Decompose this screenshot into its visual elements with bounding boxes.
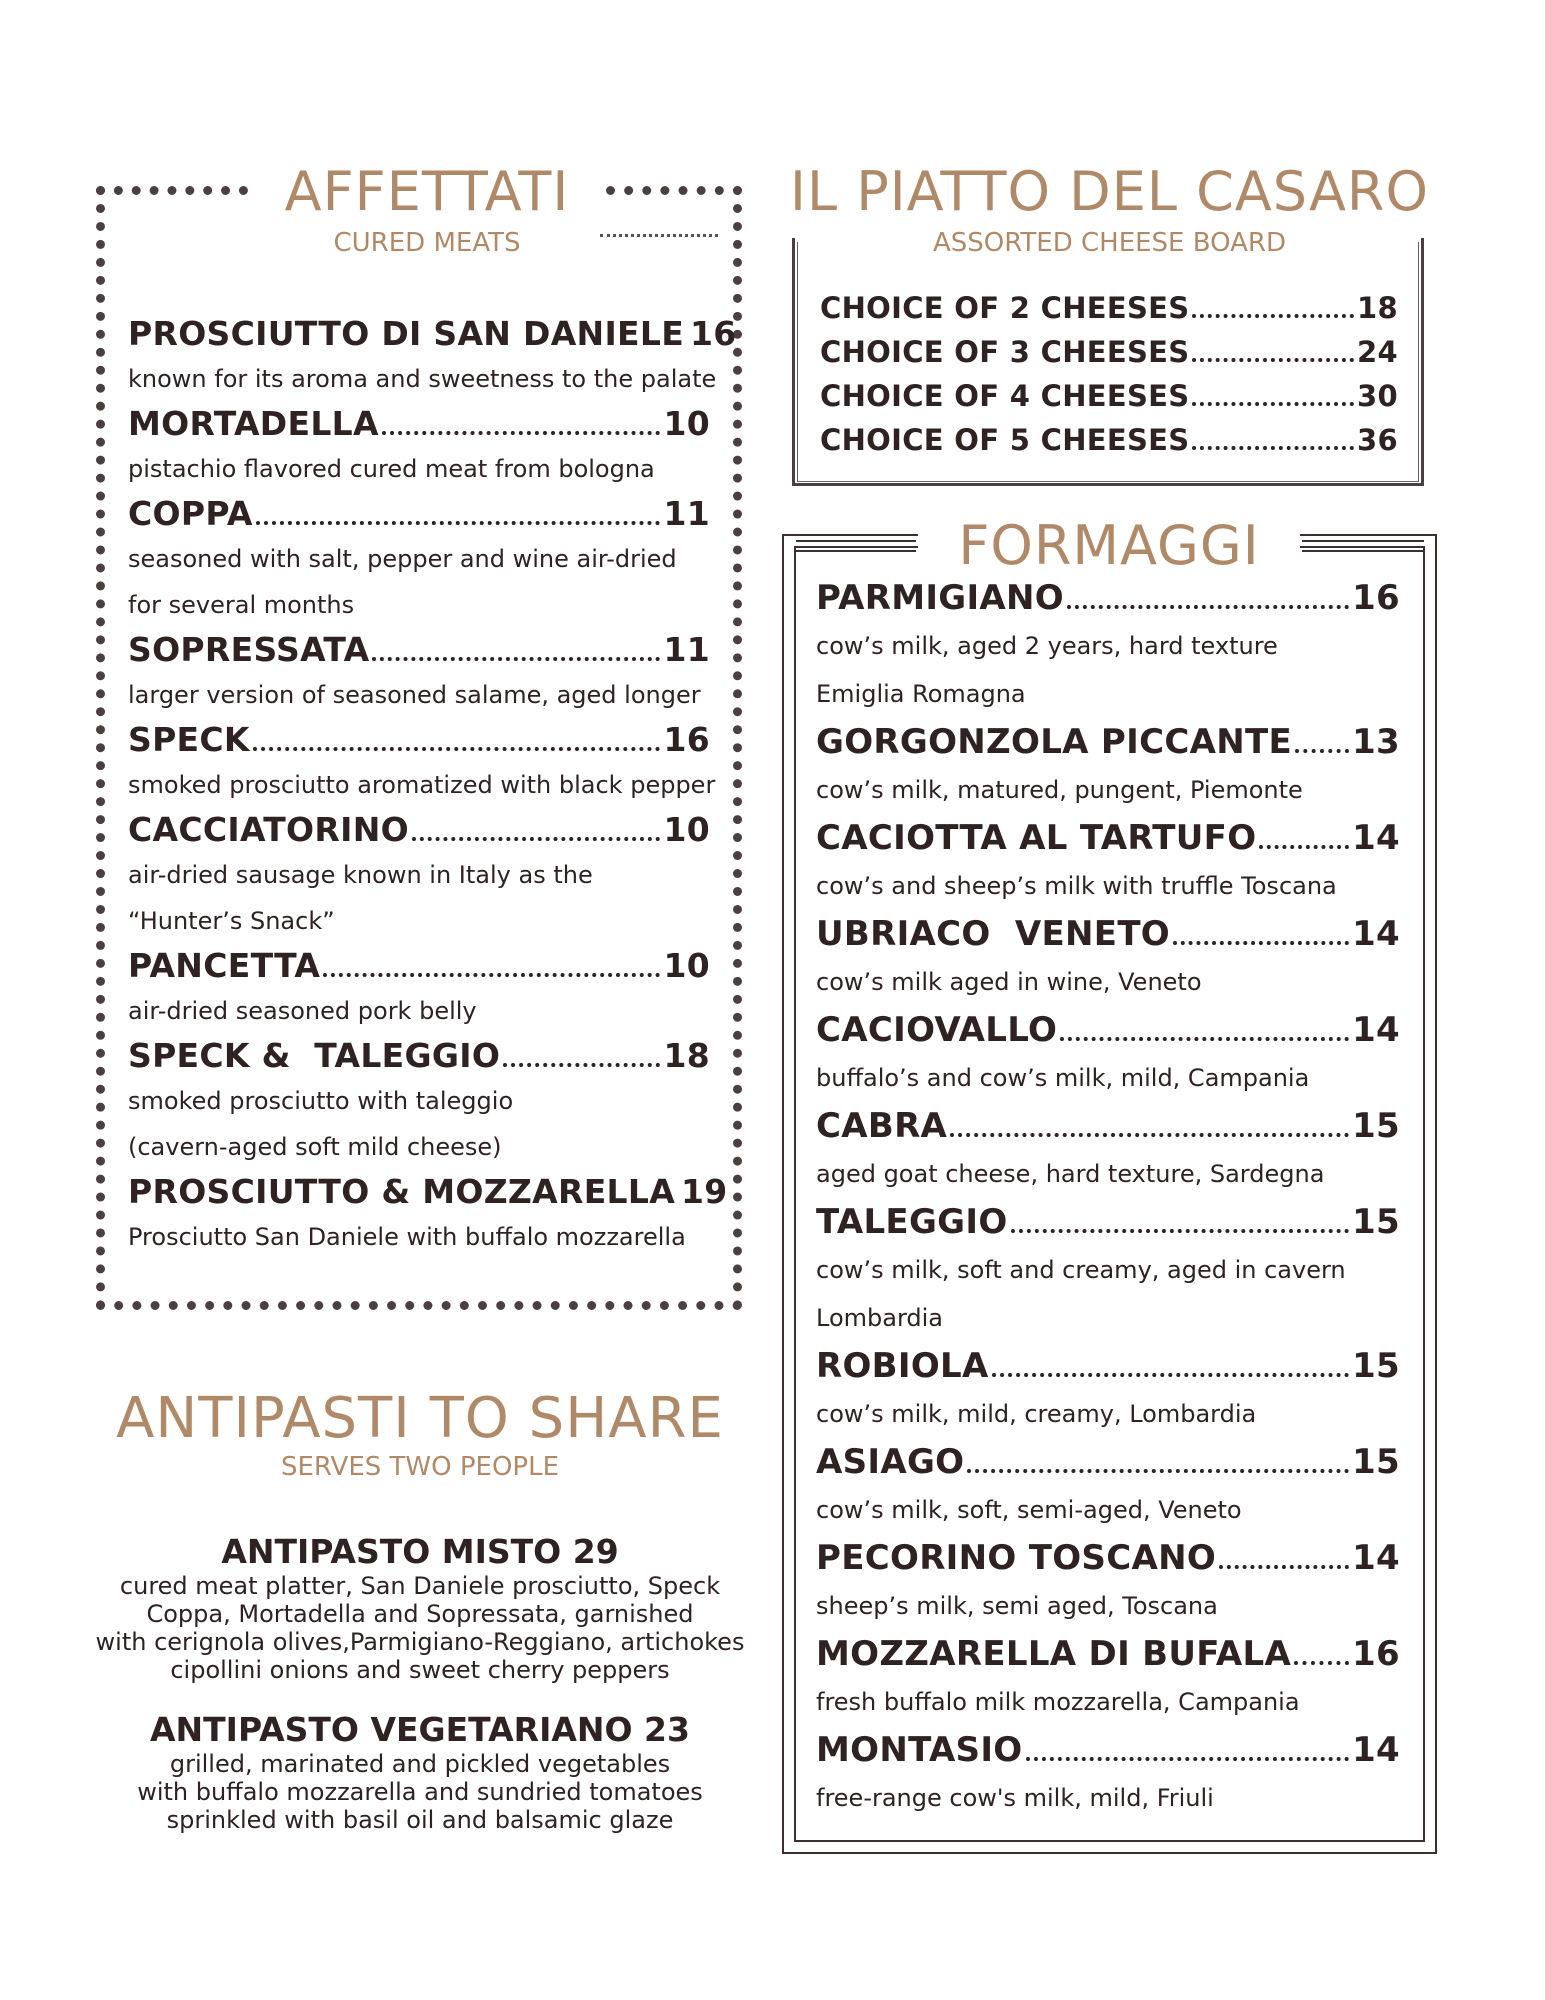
- item-description: Prosciutto San Daniele with buffalo mozzarella: [128, 1223, 686, 1251]
- item-price: 10: [663, 946, 710, 985]
- dot-leader: [1173, 941, 1349, 945]
- item-price: 10: [663, 404, 710, 443]
- item-name: MORTADELLA: [128, 404, 379, 443]
- item-name: PROSCIUTTO & MOZZARELLA: [128, 1172, 676, 1211]
- item-name: PARMIGIANO: [816, 578, 1065, 618]
- item-price: 36: [1357, 423, 1398, 457]
- item-price: 15: [1352, 1346, 1400, 1386]
- item-price: 14: [1352, 1010, 1400, 1050]
- menu-item-sopressata: [128, 628, 710, 718]
- dot-leader: [382, 431, 661, 435]
- menu-item-prosciutto-di-san-daniele: [128, 312, 737, 402]
- item-price: 11: [663, 494, 710, 533]
- dot-leader: [372, 657, 660, 661]
- item-description: cow’s milk, mild, creamy, Lombardia: [816, 1400, 1257, 1428]
- item-description: larger version of seasoned salame, aged longer: [128, 681, 701, 709]
- item-name: TALEGGIO: [816, 1202, 1008, 1242]
- menu-item-pancetta: [128, 944, 710, 1034]
- dot-leader: [253, 747, 661, 751]
- antipasto-vegetariano-description: sprinkled with basil oil and balsamic glaze: [166, 1806, 674, 1834]
- formaggi-title: FORMAGGI: [958, 514, 1260, 577]
- menu-item-caciovallo: [816, 1006, 1400, 1102]
- item-description: known for its aroma and sweetness to the palate: [128, 365, 717, 393]
- item-price: 15: [1352, 1106, 1400, 1146]
- item-description: cow’s milk, soft and creamy, aged in cavern: [816, 1256, 1346, 1284]
- dot-leader: [1259, 845, 1349, 849]
- item-description: pistachio flavored cured meat from bologna: [128, 455, 655, 483]
- item-description: buffalo’s and cow’s milk, mild, Campania: [816, 1064, 1310, 1092]
- item-name: CHOICE OF 4 CHEESES: [820, 379, 1190, 413]
- menu-item-cabra: [816, 1102, 1400, 1198]
- menu-item-cacciatorino: [128, 808, 710, 944]
- menu-item-mortadella: [128, 402, 710, 492]
- item-description: Emiglia Romagna: [816, 680, 1026, 708]
- item-name: ROBIOLA: [816, 1346, 989, 1386]
- item-description: smoked prosciutto aromatized with black pepper: [128, 771, 716, 799]
- item-description: Lombardia: [816, 1304, 944, 1332]
- item-name: COPPA: [128, 494, 253, 533]
- antipasti-subtitle: SERVES TWO PEOPLE: [280, 1452, 560, 1482]
- item-description: free-range cow's milk, mild, Friuli: [816, 1784, 1214, 1812]
- dot-leader: [503, 1063, 660, 1067]
- item-price: 15: [1352, 1442, 1400, 1482]
- item-price: 19: [681, 1172, 728, 1211]
- dot-leader: [1192, 402, 1354, 406]
- dot-leader: [992, 1373, 1349, 1377]
- item-description: cow’s milk, soft, semi-aged, Veneto: [816, 1496, 1242, 1524]
- item-price: 14: [1352, 1730, 1400, 1770]
- menu-item-mozzarella-di-bufala: [816, 1630, 1400, 1726]
- item-price: 10: [663, 810, 710, 849]
- item-description: “Hunter’s Snack”: [128, 907, 335, 935]
- item-name: SPECK: [128, 720, 250, 759]
- item-price: 30: [1357, 379, 1398, 413]
- casaro-subtitle: ASSORTED CHEESE BOARD: [932, 228, 1287, 258]
- menu-item-coppa: [128, 492, 710, 628]
- menu-item-speck: [128, 718, 716, 808]
- cheese-board-option: [820, 374, 1398, 418]
- menu-item-pecorino-toscano: [816, 1534, 1400, 1630]
- item-name: PECORINO TOSCANO: [816, 1538, 1217, 1578]
- dot-leader: [256, 521, 661, 525]
- affettati-list: [128, 312, 737, 1260]
- item-name: ASIAGO: [816, 1442, 965, 1482]
- antipasto-vegetariano-description: grilled, marinated and pickled vegetables: [169, 1750, 671, 1778]
- item-price: 13: [1352, 722, 1400, 762]
- antipasto-vegetariano-name: ANTIPASTO VEGETARIANO 23: [150, 1710, 690, 1749]
- item-description: cow’s milk aged in wine, Veneto: [816, 968, 1202, 996]
- item-name: MOZZARELLA DI BUFALA: [816, 1634, 1292, 1674]
- menu-item-prosciutto-mozzarella: [128, 1170, 728, 1260]
- item-name: CACIOVALLO: [816, 1010, 1058, 1050]
- item-description: aged goat cheese, hard texture, Sardegna: [816, 1160, 1325, 1188]
- menu-item-taleggio: [816, 1198, 1400, 1342]
- formaggi-rule-right: [1302, 540, 1424, 552]
- item-name: CABRA: [816, 1106, 948, 1146]
- antipasto-misto-description: Coppa, Mortadella and Sopressata, garnished: [146, 1600, 694, 1628]
- dot-leader: [1060, 1037, 1349, 1041]
- item-name: GORGONZOLA PICCANTE: [816, 722, 1292, 762]
- dot-leader: [323, 973, 660, 977]
- item-price: 18: [1357, 291, 1398, 325]
- dot-leader: [1219, 1565, 1349, 1569]
- menu-item-montasio: [816, 1726, 1400, 1822]
- item-price: 11: [663, 630, 710, 669]
- item-name: CHOICE OF 5 CHEESES: [820, 423, 1190, 457]
- cheese-board-option: [820, 330, 1398, 374]
- item-price: 16: [1352, 1634, 1400, 1674]
- item-price: 16: [663, 720, 710, 759]
- item-price: 15: [1352, 1202, 1400, 1242]
- affettati-top-rule-left: [96, 186, 248, 204]
- cheese-board-list: [820, 286, 1398, 462]
- item-description: sheep’s milk, semi aged, Toscana: [816, 1592, 1218, 1620]
- item-description: air-dried sausage known in Italy as the: [128, 861, 593, 889]
- item-description: (cavern-aged soft mild cheese): [128, 1133, 502, 1161]
- dot-leader: [1295, 749, 1349, 753]
- menu-item-caciotta-al-tartufo: [816, 814, 1400, 910]
- item-price: 24: [1357, 335, 1398, 369]
- dot-leader: [1192, 358, 1354, 362]
- item-price: 14: [1352, 1538, 1400, 1578]
- menu-item-gorgonzola-piccante: [816, 718, 1400, 814]
- item-price: 14: [1352, 818, 1400, 858]
- affettati-subtitle: CURED MEATS: [333, 228, 521, 258]
- item-name: SOPRESSATA: [128, 630, 370, 669]
- item-price: 18: [663, 1036, 710, 1075]
- antipasto-vegetariano-description: with buffalo mozzarella and sundried tomatoes: [137, 1778, 703, 1806]
- formaggi-rule-left: [796, 540, 916, 552]
- item-name: PROSCIUTTO DI SAN DANIELE: [128, 314, 685, 353]
- dot-leader: [967, 1469, 1349, 1473]
- affettati-top-rule-right: [606, 186, 742, 204]
- item-price: 14: [1352, 914, 1400, 954]
- item-description: cow’s milk, aged 2 years, hard texture: [816, 632, 1278, 660]
- menu-item-robiola: [816, 1342, 1400, 1438]
- menu-item-speck-taleggio: [128, 1034, 710, 1170]
- item-name: MONTASIO: [816, 1730, 1023, 1770]
- item-description: smoked prosciutto with taleggio: [128, 1087, 514, 1115]
- item-description: cow’s milk, matured, pungent, Piemonte: [816, 776, 1303, 804]
- menu-item-asiago: [816, 1438, 1400, 1534]
- item-name: CACIOTTA AL TARTUFO: [816, 818, 1257, 858]
- item-description: for several months: [128, 591, 355, 619]
- menu-item-ubriaco-veneto: [816, 910, 1400, 1006]
- dot-leader: [1192, 314, 1354, 318]
- antipasti-title: ANTIPASTI TO SHARE: [116, 1386, 724, 1451]
- formaggi-list: [816, 574, 1400, 1822]
- affettati-dotted-accent: [600, 234, 718, 237]
- casaro-title: IL PIATTO DEL CASARO: [790, 160, 1429, 223]
- affettati-title: AFFETTATI: [284, 160, 570, 223]
- dot-leader: [1294, 1661, 1349, 1665]
- item-name: CACCIATORINO: [128, 810, 409, 849]
- item-price: 16: [1352, 578, 1400, 618]
- item-name: PANCETTA: [128, 946, 321, 985]
- antipasto-misto-description: with cerignola olives,Parmigiano-Reggiano, artichokes: [95, 1628, 745, 1656]
- item-name: SPECK & TALEGGIO: [128, 1036, 501, 1075]
- item-description: air-dried seasoned pork belly: [128, 997, 477, 1025]
- menu-item-parmigiano: [816, 574, 1400, 718]
- dot-leader: [1067, 605, 1349, 609]
- dot-leader: [1026, 1757, 1350, 1761]
- antipasto-misto-name: ANTIPASTO MISTO 29: [221, 1532, 619, 1571]
- dot-leader: [1192, 446, 1354, 450]
- cheese-board-option: [820, 286, 1398, 330]
- dot-leader: [412, 837, 660, 841]
- item-description: fresh buffalo milk mozzarella, Campania: [816, 1688, 1300, 1716]
- item-price: 16: [690, 314, 737, 353]
- cheese-board-option: [820, 418, 1398, 462]
- item-name: UBRIACO VENETO: [816, 914, 1171, 954]
- item-name: CHOICE OF 3 CHEESES: [820, 335, 1190, 369]
- item-description: cow’s and sheep’s milk with truffle Toscana: [816, 872, 1337, 900]
- item-description: seasoned with salt, pepper and wine air-dried: [128, 545, 677, 573]
- antipasto-misto-description: cipollini onions and sweet cherry peppers: [170, 1656, 670, 1684]
- antipasto-misto-description: cured meat platter, San Daniele prosciutto, Speck: [119, 1572, 721, 1600]
- item-name: CHOICE OF 2 CHEESES: [820, 291, 1190, 325]
- dot-leader: [1011, 1229, 1350, 1233]
- dot-leader: [950, 1133, 1349, 1137]
